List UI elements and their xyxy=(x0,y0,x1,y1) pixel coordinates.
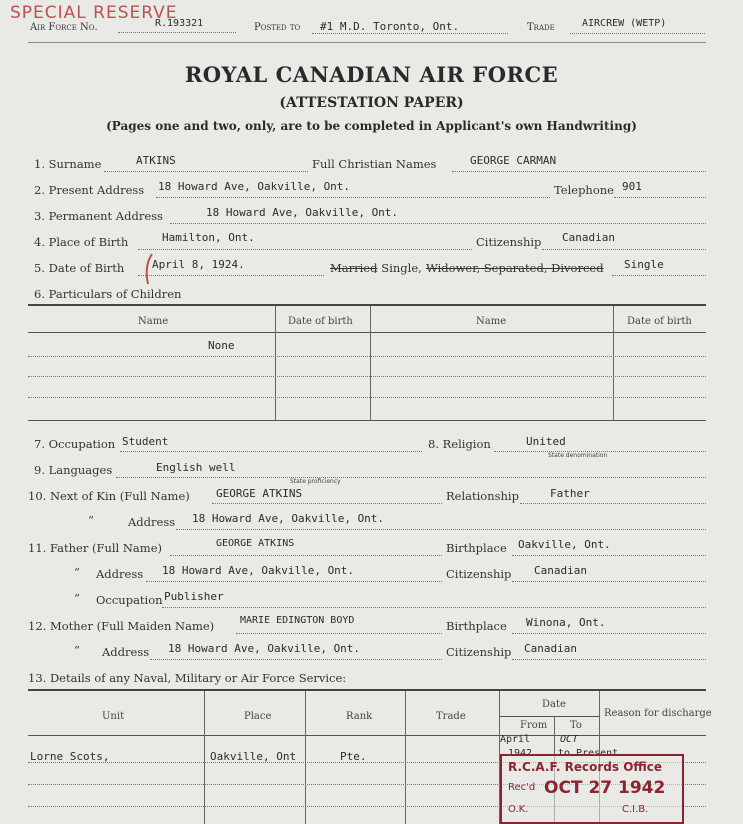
father-birthplace-value: Oakville, Ont. xyxy=(518,538,611,551)
mother-address-value: 18 Howard Ave, Oakville, Ont. xyxy=(168,642,361,655)
date-of-birth-value: April 8, 1924. xyxy=(152,258,245,271)
marital-dots xyxy=(612,275,706,276)
children-row-rule-2 xyxy=(28,376,706,377)
posted-to-value: #1 M.D. Toronto, Ont. xyxy=(320,20,460,33)
posted-to-label: Posted to xyxy=(254,22,301,33)
records-office-stamp xyxy=(500,754,684,824)
trade-dots xyxy=(570,33,705,34)
stamp-recd: Rec'd xyxy=(508,782,536,793)
service-table-top xyxy=(28,689,706,691)
languages-value: English well xyxy=(156,461,236,474)
languages-label: 9. Languages xyxy=(34,463,113,477)
marital-married: Married xyxy=(330,261,378,275)
service-to-value: OCT xyxy=(560,734,579,745)
children-col-2 xyxy=(370,306,371,420)
service-col-2 xyxy=(305,691,306,824)
religion-label: 8. Religion xyxy=(428,437,491,451)
service-table-head-rule xyxy=(28,735,706,736)
service-label: 13. Details of any Naval, Military or Air Force Service: xyxy=(28,671,347,685)
mother-birthplace-label: Birthplace xyxy=(446,619,507,633)
father-citizenship-label: Citizenship xyxy=(446,567,512,581)
mother-citizenship-label: Citizenship xyxy=(446,645,512,659)
children-header-name-2: Name xyxy=(476,316,507,327)
children-header-name-1: Name xyxy=(138,316,169,327)
service-header-trade: Trade xyxy=(436,711,466,722)
header-divider xyxy=(28,42,706,43)
mother-address-label: Address xyxy=(102,645,150,659)
present-address-label: 2. Present Address xyxy=(34,183,145,197)
trade-label: Trade xyxy=(527,22,555,33)
mother-birthplace-dots xyxy=(512,633,706,634)
surname-label: 1. Surname xyxy=(34,157,102,171)
form-title: ROYAL CANADIAN AIR FORCE xyxy=(184,62,559,87)
father-value: GEORGE ATKINS xyxy=(216,538,295,549)
special-reserve-stamp: SPECIAL RESERVE xyxy=(10,3,178,23)
children-header-dob-2: Date of birth xyxy=(627,316,692,327)
nok-address-ditto: “ xyxy=(88,513,94,527)
service-header-unit: Unit xyxy=(102,711,125,722)
telephone-value: 901 xyxy=(622,180,642,193)
mother-citizenship-value: Canadian xyxy=(524,642,577,655)
father-citizenship-value: Canadian xyxy=(534,564,587,577)
mother-address-ditto: “ xyxy=(74,643,80,657)
languages-dots xyxy=(116,477,706,478)
children-table-bottom xyxy=(28,420,706,421)
father-occupation-ditto: “ xyxy=(74,591,80,605)
service-header-place: Place xyxy=(244,711,272,722)
father-birthplace-dots xyxy=(512,555,706,556)
citizenship-dots xyxy=(542,249,706,250)
children-col-1 xyxy=(275,306,276,420)
father-occupation-value: Publisher xyxy=(164,590,224,603)
telephone-label: Telephone xyxy=(554,183,614,197)
service-rank-value: Pte. xyxy=(340,750,367,763)
place-of-birth-value: Hamilton, Ont. xyxy=(162,231,255,244)
children-row-rule-1 xyxy=(28,356,706,357)
children-table-head-rule xyxy=(28,332,706,333)
father-address-dots xyxy=(146,581,442,582)
father-address-ditto: “ xyxy=(74,565,80,579)
service-header-date: Date xyxy=(542,699,566,710)
father-address-value: 18 Howard Ave, Oakville, Ont. xyxy=(162,564,355,577)
surname-dots xyxy=(104,171,308,172)
children-table-top xyxy=(28,304,706,306)
relationship-dots xyxy=(520,503,706,504)
present-address-value: 18 Howard Ave, Oakville, Ont. xyxy=(158,180,351,193)
service-col-3 xyxy=(405,691,406,824)
next-of-kin-value: GEORGE ATKINS xyxy=(216,487,303,500)
form-subtitle: (ATTESTATION PAPER) xyxy=(279,95,464,111)
present-address-dots xyxy=(156,197,550,198)
date-of-birth-dots xyxy=(138,275,324,276)
relationship-label: Relationship xyxy=(446,489,519,503)
citizenship-label: Citizenship xyxy=(476,235,542,249)
air-force-no-label: Air Force No. xyxy=(30,22,98,33)
service-col-1 xyxy=(204,691,205,824)
red-pencil-mark xyxy=(142,252,156,288)
stamp-cib: C.I.B. xyxy=(622,804,649,815)
christian-names-dots xyxy=(452,171,706,172)
children-label: 6. Particulars of Children xyxy=(34,287,182,301)
place-of-birth-label: 4. Place of Birth xyxy=(34,235,129,249)
languages-note: State proficiency xyxy=(290,478,341,485)
telephone-dots xyxy=(614,197,706,198)
father-occupation-label: Occupation xyxy=(96,593,163,607)
posted-to-dots xyxy=(312,33,508,34)
nok-address-value: 18 Howard Ave, Oakville, Ont. xyxy=(192,512,385,525)
next-of-kin-label: 10. Next of Kin (Full Name) xyxy=(28,489,190,503)
service-unit-value: Lorne Scots, xyxy=(30,750,110,763)
form-instruction: (Pages one and two, only, are to be completed in Applicant's own Handwriting) xyxy=(106,119,637,133)
service-header-reason: Reason for discharge xyxy=(604,708,712,719)
children-header-dob-1: Date of birth xyxy=(288,316,353,327)
service-header-to: To xyxy=(570,720,582,731)
citizenship-value: Canadian xyxy=(562,231,615,244)
place-of-birth-dots xyxy=(138,249,472,250)
marital-others: Widower, Separated, Divorced xyxy=(426,261,604,275)
air-force-no-dots xyxy=(118,32,236,33)
christian-names-label: Full Christian Names xyxy=(312,157,437,171)
service-header-from: From xyxy=(520,720,548,731)
religion-note: State denomination xyxy=(548,452,608,459)
service-date-subrule xyxy=(499,716,599,717)
father-address-label: Address xyxy=(96,567,144,581)
father-occupation-dots xyxy=(162,607,706,608)
father-citizenship-dots xyxy=(512,581,706,582)
stamp-date: OCT 27 1942 xyxy=(544,778,666,798)
mother-dots xyxy=(236,633,442,634)
stamp-ok: O.K. xyxy=(508,804,529,815)
occupation-dots xyxy=(120,451,422,452)
permanent-address-value: 18 Howard Ave, Oakville, Ont. xyxy=(206,206,399,219)
mother-value: MARIE EDINGTON BOYD xyxy=(240,615,355,626)
surname-value: ATKINS xyxy=(136,154,176,167)
children-row-rule-3 xyxy=(28,397,706,398)
father-label: 11. Father (Full Name) xyxy=(28,541,162,555)
christian-names-value: GEORGE CARMAN xyxy=(470,154,557,167)
mother-citizenship-dots xyxy=(512,659,706,660)
father-dots xyxy=(170,555,442,556)
relationship-value: Father xyxy=(550,487,590,500)
service-place-value: Oakville, Ont xyxy=(210,750,297,763)
marital-value: Single xyxy=(624,258,664,271)
service-header-rank: Rank xyxy=(346,711,373,722)
stamp-title: R.C.A.F. Records Office xyxy=(508,760,663,774)
permanent-address-label: 3. Permanent Address xyxy=(34,209,163,223)
nok-address-label: Address xyxy=(128,515,176,529)
children-entry: None xyxy=(208,339,235,352)
marital-single: , Single, xyxy=(374,261,422,275)
occupation-label: 7. Occupation xyxy=(34,437,116,451)
nok-address-dots xyxy=(176,529,706,530)
mother-address-dots xyxy=(150,659,442,660)
permanent-address-dots xyxy=(170,223,706,224)
date-of-birth-label: 5. Date of Birth xyxy=(34,261,125,275)
mother-birthplace-value: Winona, Ont. xyxy=(526,616,606,629)
religion-value: United xyxy=(526,435,566,448)
father-birthplace-label: Birthplace xyxy=(446,541,507,555)
mother-label: 12. Mother (Full Maiden Name) xyxy=(28,619,215,633)
trade-value: AIRCREW (WETP) xyxy=(582,18,667,29)
occupation-value: Student xyxy=(122,435,169,448)
air-force-no-value: R.193321 xyxy=(155,18,204,29)
next-of-kin-dots xyxy=(212,503,442,504)
service-from-value: April xyxy=(500,734,531,745)
children-col-3 xyxy=(613,306,614,420)
